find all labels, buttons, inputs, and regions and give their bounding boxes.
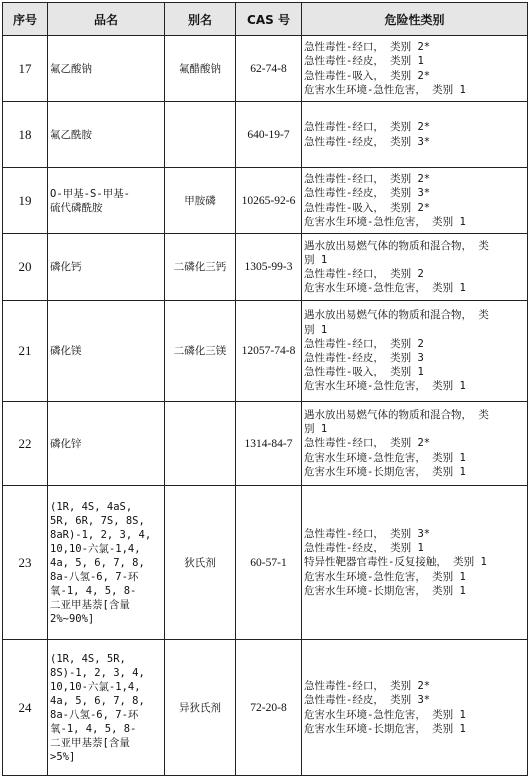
hazard-line: 急性毒性-经口， 类别 2* [304, 121, 431, 134]
cas-number-cell: 12057-74-8 [236, 301, 302, 402]
cell-line: 磷化锌 [50, 437, 82, 450]
cell-line: 二磷化三钙 [173, 261, 227, 273]
alias-cell [165, 168, 236, 234]
hazard-line: 危害水生环境-急性危害， 类别 1 [304, 570, 466, 583]
alias-cell [165, 234, 236, 301]
hazard-line: 急性毒性-经口， 类别 2* [304, 41, 431, 54]
product-name-cell [48, 36, 165, 102]
hazard-line: 别 1 [304, 323, 328, 336]
cell-line: 4a, 5, 6, 7, 8, [50, 694, 145, 707]
serial-no-cell: 19 [3, 168, 48, 234]
hazard-category-cell [302, 486, 528, 640]
table-row [3, 486, 528, 640]
cell-line: 二亚甲基萘[含量 [50, 598, 130, 611]
serial-no-cell: 18 [3, 102, 48, 168]
header-cas-number: CAS 号 [236, 3, 302, 36]
hazard-category-cell [302, 301, 528, 402]
cell-line: 二亚甲基萘[含量 [50, 736, 130, 749]
hazard-category-cell [302, 36, 528, 102]
product-name-cell [48, 168, 165, 234]
hazard-category-cell [302, 640, 528, 776]
serial-no-cell: 22 [3, 402, 48, 486]
hazard-line: 危害水生环境-急性危害， 类别 1 [304, 83, 466, 96]
cell-line: 硫代磷酰胺 [50, 201, 103, 214]
hazard-line: 急性毒性-经口， 类别 2 [304, 337, 424, 350]
cell-line: (1R, 4S, 5R, [50, 652, 126, 665]
alias-cell [165, 102, 236, 168]
cell-line: 氟醋酸钠 [179, 62, 221, 75]
serial-no-cell: 17 [3, 36, 48, 102]
cell-line: 狄氏剂 [184, 556, 216, 569]
product-name-cell [48, 102, 165, 168]
header-serial-no: 序号 [3, 3, 48, 36]
table-row [3, 102, 528, 168]
product-name-cell [48, 640, 165, 776]
cell-line: 甲胺磷 [184, 194, 216, 207]
table-row [3, 640, 528, 776]
hazard-line: 遇水放出易燃气体的物质和混合物， 类 [304, 408, 489, 421]
hazard-line: 别 1 [304, 253, 328, 266]
hazard-line: 急性毒性-经皮， 类别 1 [304, 55, 424, 68]
cell-line: 8a-八氢-6, 7-环 [50, 570, 139, 583]
hazard-line: 急性毒性-经皮， 类别 3* [304, 187, 431, 200]
cell-line: 10,10-六氯-1,4, [50, 680, 141, 693]
alias-cell [165, 36, 236, 102]
hazard-category-cell [302, 168, 528, 234]
cell-line: 2%~90%] [50, 612, 95, 625]
cell-line: 二磷化三镁 [173, 345, 227, 357]
hazard-category-cell [302, 102, 528, 168]
cas-number-cell: 1305-99-3 [236, 234, 302, 301]
hazard-line: 特异性靶器官毒性-反复接触， 类别 1 [304, 556, 487, 569]
header-row [3, 3, 528, 36]
hazard-line: 急性毒性-经口， 类别 2* [304, 173, 431, 186]
alias-cell [165, 301, 236, 402]
hazard-line: 别 1 [304, 423, 328, 436]
hazard-line: 危害水生环境-长期危害， 类别 1 [304, 465, 466, 478]
hazard-category-cell [302, 234, 528, 301]
hazard-line: 遇水放出易燃气体的物质和混合物， 类 [304, 239, 489, 252]
table-row [3, 168, 528, 234]
hazard-line: 遇水放出易燃气体的物质和混合物， 类 [304, 309, 489, 322]
cell-line: (1R, 4S, 4aS, [50, 500, 133, 513]
hazard-line: 急性毒性-吸入， 类别 2* [304, 69, 431, 82]
serial-no-cell: 23 [3, 486, 48, 640]
cas-number-cell: 60-57-1 [236, 486, 302, 640]
hazard-line: 危害水生环境-长期危害， 类别 1 [304, 584, 466, 597]
hazard-line: 危害水生环境-急性危害， 类别 1 [304, 215, 466, 228]
hazard-line: 急性毒性-经皮， 类别 3* [304, 694, 431, 707]
cell-line: 8a-八氢-6, 7-环 [50, 708, 139, 721]
hazard-line: 急性毒性-经口， 类别 2* [304, 680, 431, 693]
serial-no-cell: 24 [3, 640, 48, 776]
table-row [3, 36, 528, 102]
header-alias: 别名 [165, 3, 236, 36]
alias-cell [165, 402, 236, 486]
hazard-line: 急性毒性-经皮， 类别 1 [304, 542, 424, 555]
cas-number-cell: 62-74-8 [236, 36, 302, 102]
table-header [3, 3, 528, 36]
header-hazard-category: 危险性类别 [302, 3, 528, 36]
cell-line: O-甲基-S-甲基- [50, 187, 130, 200]
hazard-line: 危害水生环境-急性危害， 类别 1 [304, 708, 466, 721]
cas-number-cell: 640-19-7 [236, 102, 302, 168]
table-row [3, 402, 528, 486]
product-name-cell [48, 301, 165, 402]
hazard-category-cell [302, 402, 528, 486]
cas-number-cell: 1314-84-7 [236, 402, 302, 486]
cas-number-cell: 10265-92-6 [236, 168, 302, 234]
hazard-line: 急性毒性-吸入， 类别 1 [304, 366, 424, 379]
cell-line: 8aR)-1, 2, 3, 4, [50, 528, 152, 541]
header-product-name: 品名 [48, 3, 165, 36]
hazard-line: 急性毒性-经口， 类别 2* [304, 437, 431, 450]
cell-line: 磷化钙 [50, 261, 82, 273]
hazard-line: 急性毒性-经皮， 类别 3* [304, 135, 431, 148]
serial-no-cell: 21 [3, 301, 48, 402]
product-name-cell [48, 486, 165, 640]
hazard-line: 危害水生环境-急性危害， 类别 1 [304, 380, 466, 393]
hazard-line: 急性毒性-吸入， 类别 2* [304, 201, 431, 214]
alias-cell [165, 486, 236, 640]
product-name-cell [48, 402, 165, 486]
hazard-line: 危害水生环境-急性危害， 类别 1 [304, 451, 466, 464]
table-row [3, 301, 528, 402]
hazardous-chemicals-table [2, 2, 528, 776]
hazard-line: 急性毒性-经皮， 类别 3 [304, 352, 424, 364]
cell-line: 10,10-六氯-1,4, [50, 542, 141, 555]
cell-line: 磷化镁 [50, 345, 82, 357]
cell-line: >5%] [50, 750, 76, 763]
serial-no-cell: 20 [3, 234, 48, 301]
cell-line: 8S)-1, 2, 3, 4, [50, 666, 145, 679]
cell-line: 5R, 6R, 7S, 8S, [50, 514, 145, 527]
alias-cell [165, 640, 236, 776]
cell-line: 氧-1, 4, 5, 8- [50, 584, 137, 597]
cell-line: 4a, 5, 6, 7, 8, [50, 556, 145, 569]
cell-line: 氧-1, 4, 5, 8- [50, 722, 137, 735]
table-row [3, 234, 528, 301]
cas-number-cell: 72-20-8 [236, 640, 302, 776]
hazard-line: 急性毒性-经口， 类别 3* [304, 527, 431, 540]
cell-line: 异狄氏剂 [179, 701, 221, 714]
product-name-cell [48, 234, 165, 301]
cell-line: 氟乙酸钠 [50, 62, 92, 75]
hazard-line: 危害水生环境-急性危害， 类别 1 [304, 282, 466, 295]
hazard-line: 急性毒性-经口， 类别 2 [304, 268, 424, 280]
hazard-line: 危害水生环境-长期危害， 类别 1 [304, 722, 466, 735]
table-body [3, 36, 528, 776]
cell-line: 氟乙酰胺 [50, 128, 92, 141]
